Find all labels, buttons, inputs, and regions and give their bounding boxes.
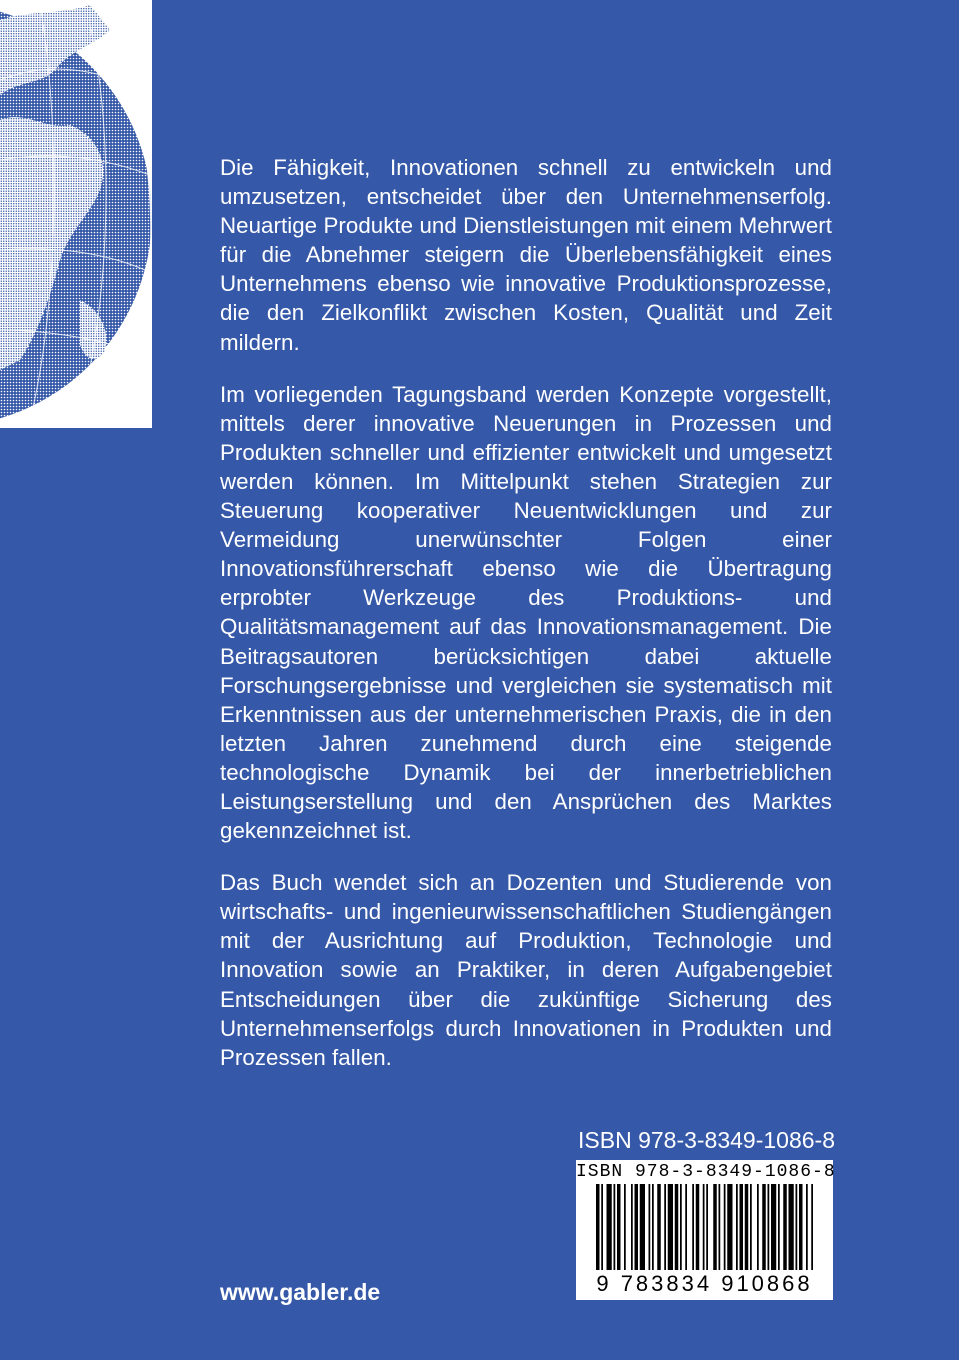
barcode-bar (624, 1184, 626, 1270)
barcode-bar (796, 1184, 798, 1270)
barcode-bar (703, 1184, 705, 1270)
barcode-bar (664, 1184, 666, 1270)
barcode-bar (631, 1184, 633, 1270)
barcode-bar (771, 1184, 776, 1270)
barcode-bar (750, 1184, 752, 1270)
barcode-bar (706, 1184, 708, 1270)
paragraph-1: Die Fähigkeit, Innovationen schnell zu entwickeln und umzusetzen, entscheidet über den Unternehmenserfolg. Neuartige Produkte und Dienstleistungen mit einem Mehrwert für die Abnehmer steigern die Überlebensfähigkeit eines Unternehmens ebenso wie innovative Produktionsprozesse, die den Zielkonflikt zwischen Kosten, Qualität und Zeit mildern. (220, 155, 832, 355)
barcode-bar (745, 1184, 749, 1270)
barcode-bar (719, 1184, 721, 1270)
barcode-bar (713, 1184, 717, 1270)
barcode-bar (675, 1184, 679, 1270)
barcode-bar (727, 1184, 732, 1270)
barcode-bar (640, 1184, 645, 1270)
barcode-bar (649, 1184, 651, 1270)
barcode-digits: 9 783834 910868 (596, 1271, 813, 1296)
barcode-bar (696, 1184, 700, 1270)
barcode-bar (762, 1184, 766, 1270)
barcode-bar (668, 1184, 673, 1270)
barcode-bar (768, 1184, 770, 1270)
barcode-bar (757, 1184, 759, 1270)
barcode-bar (617, 1184, 621, 1270)
barcode-bar (685, 1184, 687, 1270)
globe-image (0, 0, 152, 428)
barcode-bar (799, 1184, 803, 1270)
description-text (220, 153, 832, 1095)
barcode-bar (614, 1184, 616, 1270)
barcode-bar (692, 1184, 694, 1270)
paragraph-2: Im vorliegenden Tagungsband werden Konzepte vorgestellt, mittels derer innovative Neuerungen in Prozessen und Produkten schneller und effizienter entwickelt und umgesetzt werden können. Im Mittelpunkt stehen Strategien zur Steuerung kooperativer Neuentwicklungen und zur Vermeidung unerwünschter Folgen einer Innovationsführerschaft ebenso wie die Übertragung erprobter Werkzeuge des Produktions- und Qualitätsmanagement auf das Innovationsmanagement. Die Beitragsautoren berücksichtigen dabei aktuelle Forschungsergebnisse und vergleichen sie systematisch mit Erkenntnissen aus der unternehmerischen Praxis, die in den letzten Jahren zunehmend durch eine steigende technologische Dynamik bei der innerbetrieblichen Leistungserstellung und den Ansprüchen des Marktes gekennzeichnet ist. (220, 381, 832, 844)
barcode-bar (601, 1184, 603, 1270)
barcode-bar (652, 1184, 654, 1270)
barcode-bar (740, 1184, 744, 1270)
barcode-bar (724, 1184, 726, 1270)
barcode-bar (596, 1184, 600, 1270)
barcode-bar (680, 1184, 682, 1270)
barcode-bar (778, 1184, 780, 1270)
paragraph-3: Das Buch wendet sich an Dozenten und Studierende von wirtschafts- und ingenieurwissenschaftlichen Studiengängen mit der Ausrichtung auf Produktion, Technologie und Innovation sowie an Praktiker, in deren Aufgabengebiet Entscheidungen über die zukünftige Sicherung des Unternehmenserfolgs durch Innovationen in Produkten und Prozessen fallen. (220, 870, 832, 1070)
barcode-bar (607, 1184, 612, 1270)
website-url[interactable]: www.gabler.de (220, 1279, 381, 1305)
barcode-bar (635, 1184, 639, 1270)
barcode-isbn-text: ISBN 978-3-8349-1086-8 (576, 1162, 836, 1182)
isbn-label: ISBN 978-3-8349-1086-8 (578, 1127, 835, 1153)
barcode-bar (783, 1184, 787, 1270)
barcode-bars (576, 1184, 833, 1270)
barcode-bar (811, 1184, 813, 1270)
barcode-bar (657, 1184, 661, 1270)
barcode-bar (736, 1184, 738, 1270)
barcode (576, 1160, 836, 1300)
barcode-bar (806, 1184, 808, 1270)
barcode-bar (789, 1184, 794, 1270)
